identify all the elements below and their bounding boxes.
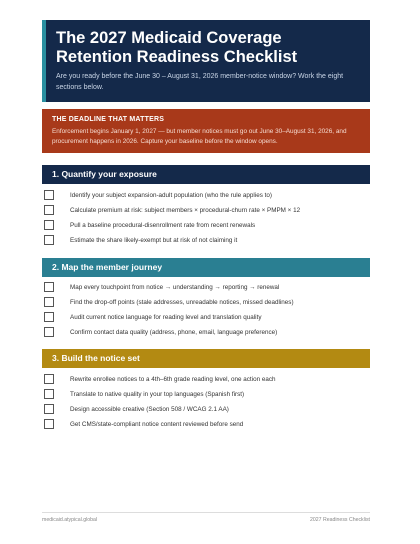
checklist-item[interactable] <box>42 310 370 325</box>
checklist-item[interactable] <box>42 417 370 432</box>
checklist-item-label: Get CMS/state-compliant notice content reviewed before send <box>70 421 244 428</box>
deadline-body: Enforcement begins January 1, 2027 — but member notices must go out June 30–August 31, 2026, and procurement happens in 2026. Capture your baseline before the window opens. <box>52 128 347 145</box>
section-header-member-journey: 2. Map the member journey <box>42 258 370 277</box>
checkbox[interactable] <box>44 327 54 337</box>
checkbox[interactable] <box>44 297 54 307</box>
checklist-item-label: Map every touchpoint from notice → understanding → reporting → renewal <box>70 284 280 291</box>
checklist-item-label: Estimate the share likely-exempt but at risk of not claiming it <box>70 237 238 244</box>
checklist-item-label: Translate to native quality in your top languages (Spanish first) <box>70 391 245 398</box>
page-subtitle: Are you ready before the June 30 – August 31, 2026 member-notice window? Work the eight sections below. <box>56 73 344 91</box>
footer-url[interactable]: medicaid.atypical.global <box>42 517 98 523</box>
section-header-notice-set: 3. Build the notice set <box>42 349 370 368</box>
checklist-item[interactable] <box>42 372 370 387</box>
checklist-item[interactable] <box>42 203 370 218</box>
checkbox[interactable] <box>44 190 54 200</box>
checklist-item-label: Confirm contact data quality (address, phone, email, language preference) <box>70 329 278 336</box>
footer-doc-name: 2027 Readiness Checklist <box>310 517 370 523</box>
page-title: The 2027 Medicaid Coverage Retention Readiness Checklist <box>56 29 298 66</box>
checkbox[interactable] <box>44 419 54 429</box>
checkbox[interactable] <box>44 389 54 399</box>
checklist-section-3 <box>42 372 370 432</box>
checkbox[interactable] <box>44 312 54 322</box>
checkbox[interactable] <box>44 220 54 230</box>
checklist-item-label: Find the drop-off points (stale addresses, unreadable notices, missed deadlines) <box>70 299 294 306</box>
checklist-item-label: Rewrite enrollee notices to a 4th–6th grade reading level, one action each <box>70 376 276 383</box>
checklist-item[interactable] <box>42 218 370 233</box>
checkbox[interactable] <box>44 282 54 292</box>
checklist-item-label: Pull a baseline procedural-disenrollment rate from recent renewals <box>70 222 256 229</box>
checklist-item[interactable] <box>42 295 370 310</box>
checklist-section-2 <box>42 280 370 340</box>
checklist-item[interactable] <box>42 325 370 340</box>
deadline-callout <box>42 109 370 153</box>
hero-banner <box>42 20 370 102</box>
checklist-item[interactable] <box>42 387 370 402</box>
checklist-item[interactable] <box>42 402 370 417</box>
checkbox[interactable] <box>44 404 54 414</box>
checklist-item-label: Calculate premium at risk: subject members × procedural-churn rate × PMPM × 12 <box>70 207 301 214</box>
checklist-item-label: Design accessible creative (Section 508 / WCAG 2.1 AA) <box>70 406 229 413</box>
checklist-item-label: Audit current notice language for reading level and translation quality <box>70 314 262 321</box>
checklist-item[interactable] <box>42 280 370 295</box>
deadline-title: THE DEADLINE THAT MATTERS <box>52 116 165 123</box>
checkbox[interactable] <box>44 205 54 215</box>
checkbox[interactable] <box>44 235 54 245</box>
checklist-item-label: Identify your subject expansion-adult population (who the rule applies to) <box>70 192 272 199</box>
checkbox[interactable] <box>44 374 54 384</box>
checklist-section-1 <box>42 188 370 248</box>
checklist-item[interactable] <box>42 188 370 203</box>
section-header-quantify-exposure: 1. Quantify your exposure <box>42 165 370 184</box>
checklist-item[interactable] <box>42 233 370 248</box>
footer-divider <box>42 512 370 513</box>
